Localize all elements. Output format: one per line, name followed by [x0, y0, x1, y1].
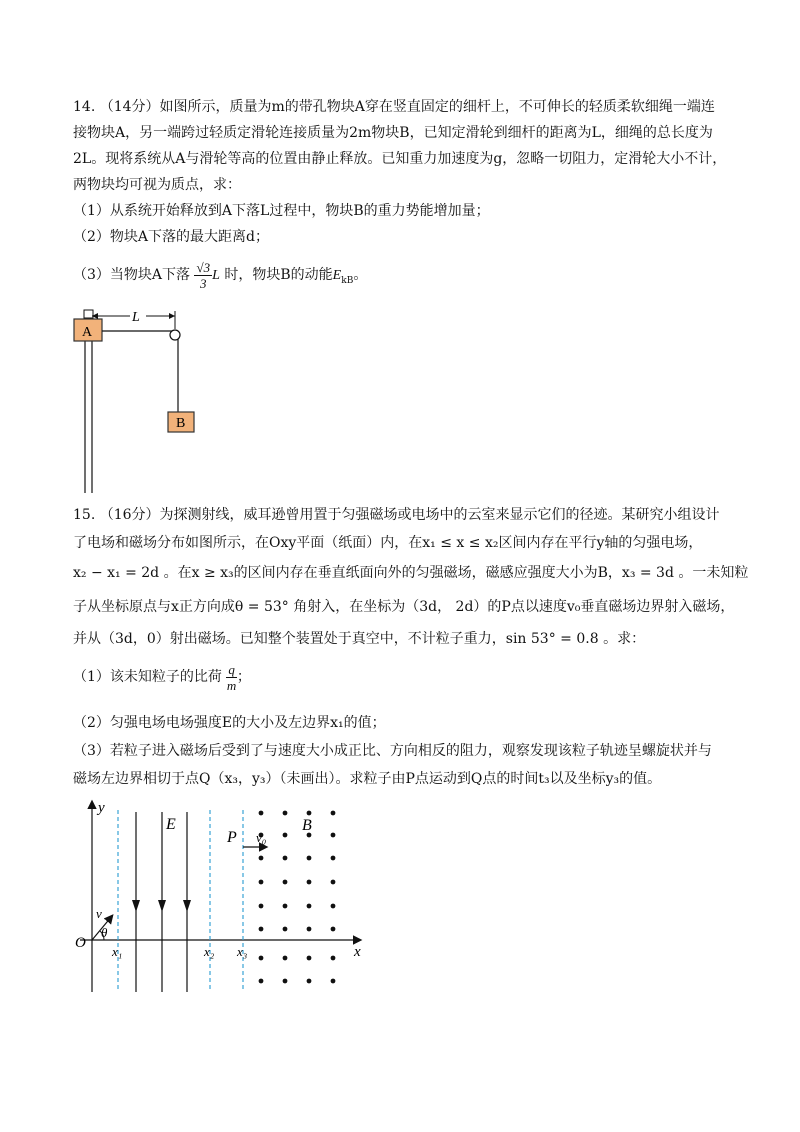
field-label-B: B — [302, 817, 312, 834]
q14-fraction-L: L — [212, 268, 220, 283]
y-axis-label: y — [98, 800, 105, 816]
q15-line-4: 子从坐标原点与x正方向成θ = 53° 角射入，在坐标为（3d， 2d）的P点以速度v₀垂直磁场边界射入磁场， — [73, 599, 735, 615]
x-axis-label: x — [354, 944, 361, 960]
q15-part-2: （2）匀强电场电场强度E的大小及左边界x₁的值； — [73, 715, 386, 731]
q14-part-3 — [73, 258, 367, 298]
pulley — [170, 330, 180, 340]
label-x2: x₂ — [204, 944, 215, 959]
q14-part-1: （1）从系统开始释放到A下落L过程中，物块B的重力势能增加量； — [73, 203, 490, 219]
q15-fraction-den: m — [226, 677, 237, 693]
q15-part-3b: 磁场左边界相切于点Q（x₃，y₃）（未画出）。求粒子由P点运动到Q点的时间t₃以及坐标y₃的值。 — [73, 771, 662, 787]
origin-label: O — [75, 935, 86, 951]
q15-line-2: 了电场和磁场分布如图所示，在Oxy平面（纸面）内，在x₁ ≤ x ≤ x₂区间内存在平行y轴的匀强电场， — [73, 535, 703, 551]
block-a-label: A — [82, 325, 93, 340]
q15-line-5: 并从（3d，0）射出磁场。已知整个装置处于真空中，不计粒子重力，sin 53° = 0.8 。求： — [73, 631, 646, 647]
v-label: v — [96, 906, 102, 921]
label-x1: x₁ — [112, 944, 123, 959]
block-b-label: B — [176, 416, 186, 431]
q15-line-1: 15. （16分）为探测射线，威耳逊曾用置于匀强磁场或电场中的云室来显示它们的径迹。某研究小组设计 — [73, 507, 720, 523]
q14-fraction-num: √3 — [196, 259, 211, 275]
theta-label: θ — [101, 925, 108, 940]
q14-part-3-end: 。 — [353, 267, 368, 283]
e-arrow-3 — [183, 900, 191, 912]
e-arrow-1 — [132, 900, 140, 912]
q15-line-3: x₂ − x₁ = 2d 。在x ≥ x₃的区间内存在垂直纸面向外的匀强磁场，磁感应强度大小为B，x₃ = 3d 。一未知粒 — [73, 565, 749, 581]
q14-ek-sub: kB — [341, 275, 354, 286]
q15-part-1-end: ； — [236, 669, 251, 685]
q14-fraction — [194, 260, 212, 291]
q14-line-2: 接物块A，另一端跨过轻质定滑轮连接质量为2m物块B，已知定滑轮到细杆的距离为L，细绳的总长度为 — [73, 125, 713, 141]
q14-fraction-den: 3 — [200, 275, 207, 291]
q15-part-1 — [73, 660, 251, 694]
q15-fraction-num: q — [228, 661, 235, 677]
q14-figure — [70, 305, 200, 495]
q14-line-3: 2L。现将系统从A与滑轮等高的位置由静止释放。已知重力加速度为g，忽略一切阻力，定滑轮大小不计， — [73, 151, 727, 167]
b-field-dots — [259, 811, 336, 984]
dim-label-L: L — [132, 310, 140, 325]
rod-cap — [84, 310, 93, 318]
v0-label: v₀ — [256, 830, 267, 845]
q14-line-1: 14. （14分）如图所示，质量为m的带孔物块A穿在竖直固定的细杆上，不可伸长的轻质柔软细绳一端连 — [73, 99, 715, 115]
q15-part-1-pre: （1）该未知粒子的比荷 — [73, 669, 222, 685]
dim-arrow-right — [169, 313, 175, 319]
q14-ek: E — [332, 268, 342, 283]
q14-line-4: 两物块均可视为质点，求： — [73, 177, 241, 193]
label-x3: x₃ — [237, 944, 248, 959]
q14-part-2: （2）物块A下落的最大距离d； — [73, 229, 269, 245]
e-arrow-2 — [158, 900, 166, 912]
q14-part-3-post: 时，物块B的动能 — [224, 267, 333, 283]
field-label-E: E — [166, 816, 176, 833]
q15-part-3a: （3）若粒子进入磁场后受到了与速度大小成正比、方向相反的阻力，观察发现该粒子轨迹呈螺旋状并与 — [73, 743, 712, 759]
point-label-P: P — [227, 829, 237, 846]
q14-part-3-pre: （3）当物块A下落 — [73, 267, 191, 283]
q15-figure — [70, 796, 380, 996]
q15-fraction — [226, 662, 237, 693]
